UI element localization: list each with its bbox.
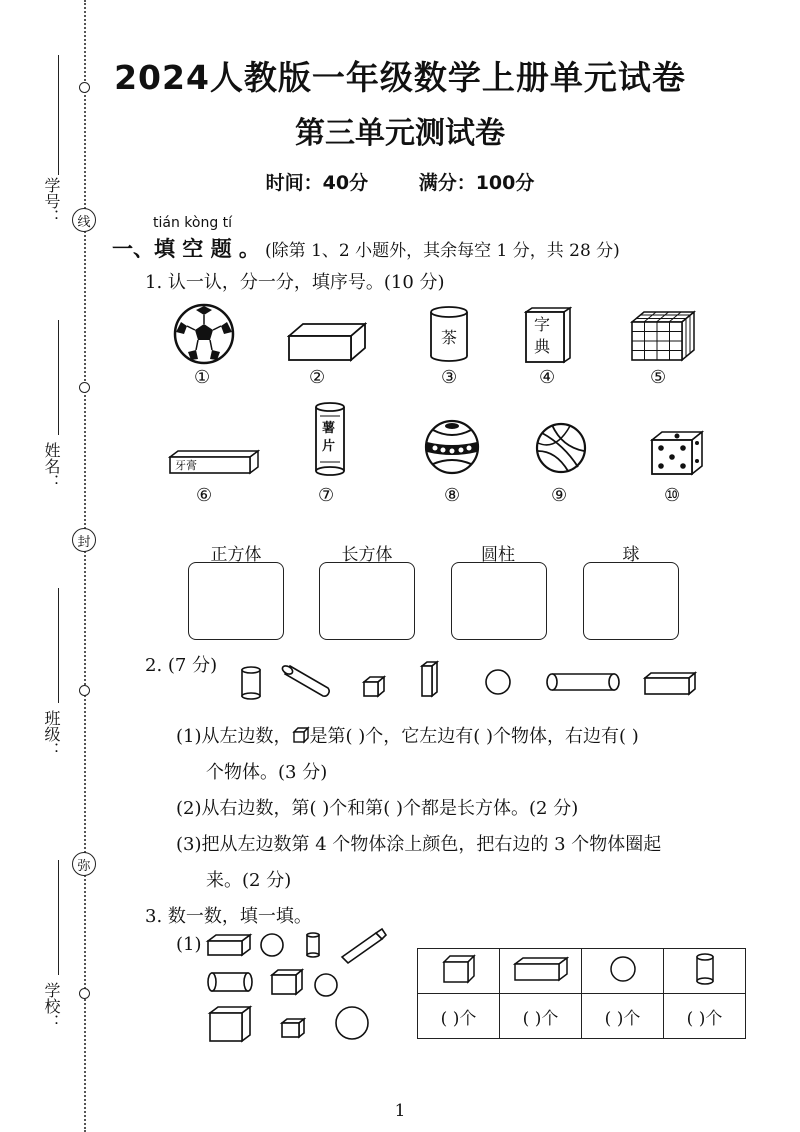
item-label-9: ⑨ xyxy=(551,485,568,506)
exam-meta xyxy=(0,168,800,195)
section-note: (除第 1、2 小题外，其余每空 1 分，共 28 分) xyxy=(265,241,620,261)
table-row xyxy=(418,949,746,994)
item-label-6: ⑥ xyxy=(196,485,213,506)
toothpaste-text: 牙膏 xyxy=(175,459,197,472)
category-cylinder-label: 圆柱 xyxy=(481,545,515,565)
seal-label-line: 线 xyxy=(72,208,96,232)
category-cube-box[interactable] xyxy=(188,562,284,640)
count-cylinder-blank[interactable]: ( )个 xyxy=(664,994,746,1039)
item-label-5: ⑤ xyxy=(650,367,667,388)
question-2-sub1-cont: 个物体。(3 分) xyxy=(206,762,328,783)
category-cube-label: 正方体 xyxy=(210,545,262,565)
count-cube-icon-cell xyxy=(418,949,500,994)
category-cuboid-box[interactable] xyxy=(319,562,415,640)
count-cuboid-icon-cell xyxy=(500,949,582,994)
exam-score: 满分：100分 xyxy=(418,172,535,194)
count-sphere-icon-cell xyxy=(582,949,664,994)
section-pinyin: tián kòng tí xyxy=(153,215,233,231)
margin-dot xyxy=(79,685,90,696)
question-2-sub3: (3)把从左边数第 4 个物体涂上颜色，把右边的 3 个物体圈起 xyxy=(176,834,662,855)
seal-label-seal: 封 xyxy=(72,528,96,552)
page-subtitle: 第三单元测试卷 xyxy=(295,116,505,151)
cuboid-box-icon xyxy=(287,322,367,362)
item-label-10: ⑩ xyxy=(664,485,681,506)
question-2-sub2: (2)从右边数，第( )个和第( )个都是长方体。(2 分) xyxy=(176,798,579,819)
class-field: 班级： xyxy=(40,588,60,768)
category-cuboid-label: 长方体 xyxy=(341,545,393,565)
table-row xyxy=(418,994,746,1039)
section-heading xyxy=(112,233,620,263)
tea-can-text: 茶 xyxy=(441,328,458,347)
item-label-2: ② xyxy=(309,367,326,388)
small-cube-icon xyxy=(292,726,310,744)
category-sphere-box[interactable] xyxy=(583,562,679,640)
count-cuboid-blank[interactable]: ( )个 xyxy=(500,994,582,1039)
basketball-icon xyxy=(534,421,588,475)
question-2-sub3-cont: 来。(2 分) xyxy=(206,870,292,891)
item-label-8: ⑧ xyxy=(444,485,461,506)
student-id-field: 学号： xyxy=(40,55,60,235)
count-cube-blank[interactable]: ( )个 xyxy=(418,994,500,1039)
shape-pile xyxy=(200,925,400,1045)
category-sphere-label: 球 xyxy=(622,545,640,565)
cylinder-icon xyxy=(694,952,716,986)
category-cylinder-box[interactable] xyxy=(451,562,547,640)
section-heading-text: 一、填 空 题 。 xyxy=(112,237,260,261)
count-cylinder-icon-cell xyxy=(664,949,746,994)
decorated-ball-icon xyxy=(423,418,481,476)
count-table xyxy=(417,948,746,1039)
question-1-label: 1. 认一认，分一分，填序号。(10 分) xyxy=(145,272,445,293)
cube-icon xyxy=(442,954,476,984)
item-label-4: ④ xyxy=(539,367,556,388)
cuboid-icon xyxy=(513,956,569,982)
exam-time: 时间：40分 xyxy=(265,172,369,194)
chips-can-text: 薯片 xyxy=(322,421,336,454)
page-number: 1 xyxy=(394,1101,406,1121)
soccer-ball-icon xyxy=(172,302,236,366)
item-label-7: ⑦ xyxy=(318,485,335,506)
question-2-label: 2. (7 分) xyxy=(145,655,218,676)
dictionary-text: 字典 xyxy=(534,315,551,356)
rubik-cube-icon xyxy=(630,310,696,362)
name-field: 姓名： xyxy=(40,320,60,500)
margin-dot xyxy=(79,382,90,393)
question-2-sub1: (1)从左边数， 是第( )个，它左边有( )个物体，右边有( ) xyxy=(176,726,639,747)
question-3-sub1: (1) xyxy=(176,934,202,955)
question-3-label: 3. 数一数，填一填。 xyxy=(145,906,312,927)
school-field: 学校： xyxy=(40,860,60,1040)
page-title: 2024人教版一年级数学上册单元试卷 xyxy=(114,58,686,97)
dice-icon xyxy=(650,430,704,476)
item-label-1: ① xyxy=(194,367,211,388)
sphere-icon xyxy=(608,954,638,984)
shape-row xyxy=(236,656,706,702)
seal-label-close: 弥 xyxy=(72,852,96,876)
count-sphere-blank[interactable]: ( )个 xyxy=(582,994,664,1039)
item-label-3: ③ xyxy=(441,367,458,388)
margin-dot xyxy=(79,988,90,999)
